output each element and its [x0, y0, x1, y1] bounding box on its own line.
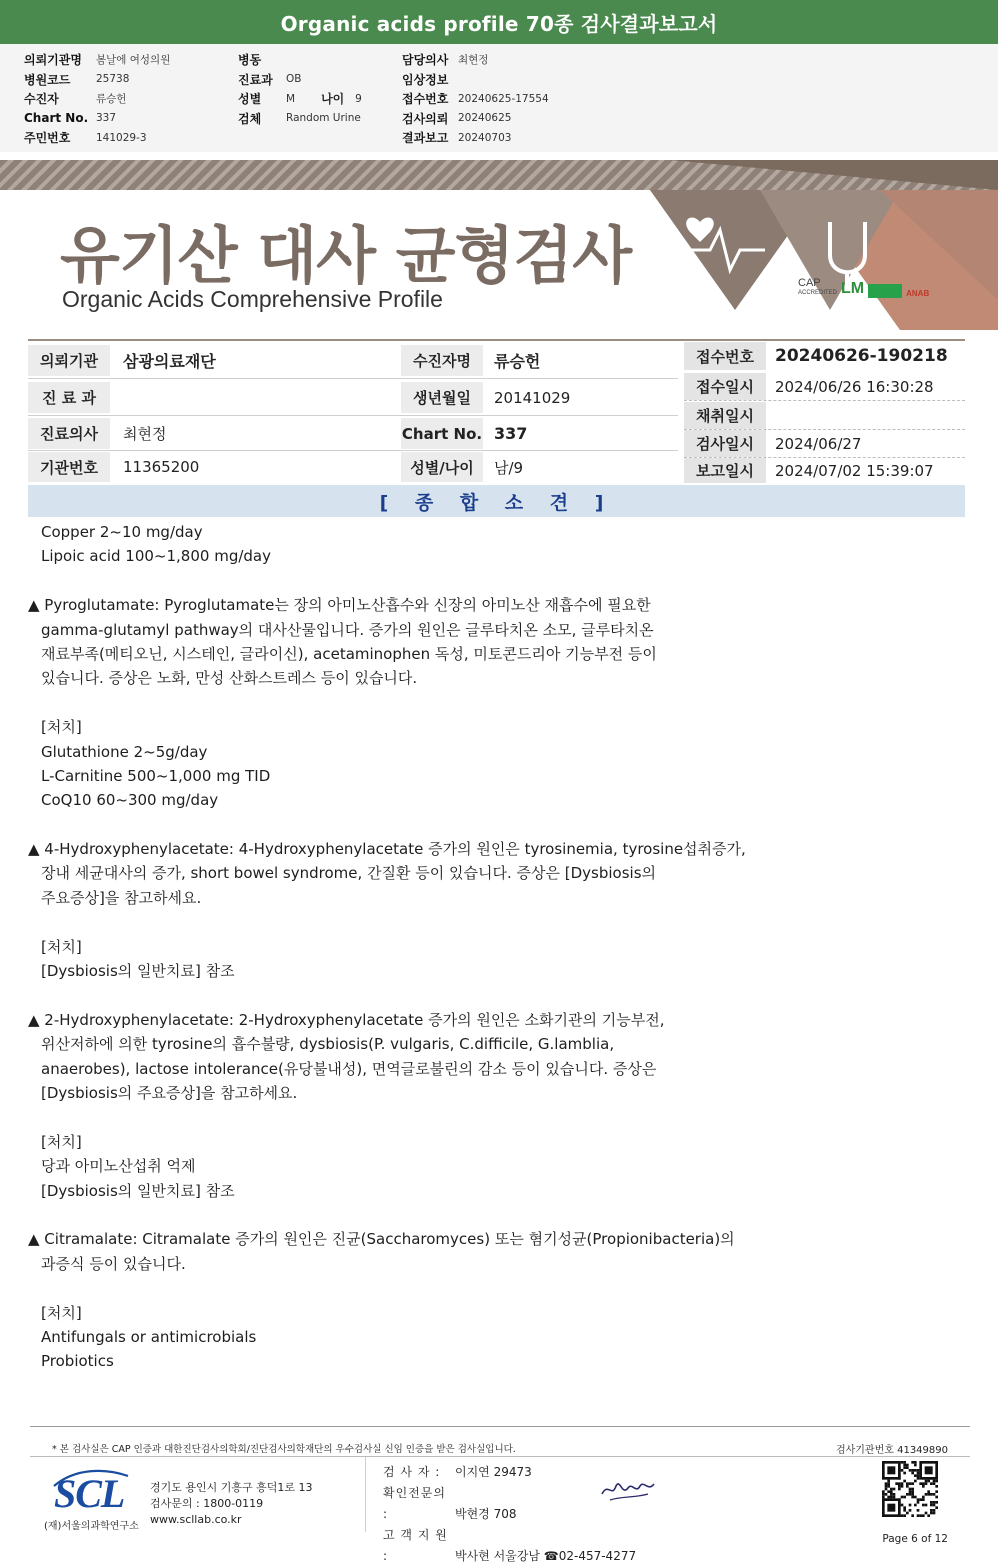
chart-label: Chart No.: [401, 418, 483, 449]
dept-value: [115, 382, 395, 413]
report-date-value: 2024/07/02 15:39:07: [775, 461, 934, 480]
meta-row: 검사의뢰 20240625: [402, 111, 512, 126]
summary-heading: [ 종 합 소 견 ]: [28, 485, 965, 517]
meta-row: 검체 Random Urine: [238, 111, 361, 126]
summary-line: CoQ10 60~300 mg/day: [41, 791, 219, 810]
summary-line: 재료부족(메티오닌, 시스테인, 글라이신), acetaminophen 독성, 미토콘드리아 기능부전 등이: [41, 644, 657, 663]
reg-date-value: 2024/06/26 16:30:28: [775, 377, 934, 396]
confirm-label: 확인전문의 :: [383, 1486, 446, 1521]
summary-line: ▲ 4-Hydroxyphenylacetate: 4-Hydroxyphenylacetate 증가의 원인은 tyrosinemia, tyrosine섭취증가,: [28, 840, 746, 859]
cap-logo: CAP ACCREDITED: [798, 277, 838, 296]
meta-row: 접수번호 20240625-17554: [402, 92, 549, 107]
meta-row: 임상정보: [402, 72, 449, 87]
summary-line: Probiotics: [41, 1352, 114, 1371]
test-date-value: 2024/06/27: [775, 434, 862, 453]
age-label: 나이: [321, 92, 345, 107]
chart-value: 337: [494, 424, 528, 443]
summary-spacer: [28, 569, 965, 593]
sex-age-label: 성별/나이: [401, 452, 483, 482]
summary-spacer: [28, 1276, 965, 1300]
summary-spacer: [28, 983, 965, 1007]
summary-spacer: [28, 910, 965, 934]
lab-address: 경기도 용인시 기흥구 흥덕1로 13: [150, 1481, 313, 1494]
summary-line: [처치]: [41, 718, 82, 737]
header-graphic: [650, 160, 998, 330]
lab-code: 검사기관번호 41349890: [835, 1445, 948, 1456]
test-date-label: 검사일시: [684, 430, 766, 457]
page-number: Page 6 of 12: [882, 1533, 948, 1545]
meta-row: 수진자 류승헌: [24, 92, 127, 107]
meta-row: 성별 M 나이 9: [238, 92, 362, 107]
summary-spacer: [28, 691, 965, 715]
institution-label: 의뢰기관: [28, 345, 110, 376]
anab-logo: ANAB: [906, 289, 930, 298]
summary-line: gamma-glutamyl pathway의 대사산물입니다. 증가의 원인은 글루타치온 소모, 글루타치온: [41, 620, 654, 639]
birth-value: 20141029: [494, 388, 571, 407]
examiner-label: 검 사 자 :: [383, 1465, 441, 1479]
summary-line: 장내 세균대사의 증가, short bowel syndrome, 간질환 등이 있습니다. 증상은 [Dysbiosis의: [41, 864, 657, 883]
footer-separator: [365, 1457, 366, 1532]
reg-no-label: 접수번호: [684, 342, 766, 370]
summary-line: 당과 아미노산섭취 억제: [41, 1157, 196, 1176]
summary-line: 있습니다. 증상은 노화, 만성 산화스트레스 등이 있습니다.: [41, 669, 418, 688]
summary-body: [28, 520, 965, 1374]
meta-column-2: [238, 50, 362, 128]
summary-line: ▲ Citramalate: Citramalate 증가의 원인은 진균(Saccharomyces) 또는 혐기성균(Propionibacteria)의: [28, 1230, 735, 1249]
sex-age-value: 남/9: [494, 458, 524, 477]
report-title-korean: 유기산 대사 균형검사: [60, 219, 632, 292]
summary-spacer: [28, 1203, 965, 1227]
meta-column-1: [24, 50, 170, 148]
scl-logo: SCL: [54, 1471, 125, 1516]
institution-value: 삼광의료재단: [123, 352, 216, 371]
meta-row: 결과보고 20240703: [402, 131, 512, 146]
summary-line: Copper 2~10 mg/day: [41, 523, 203, 541]
reg-date-label: 접수일시: [684, 373, 766, 400]
summary-spacer: [28, 1105, 965, 1129]
collect-date-label: 채취일시: [684, 402, 766, 429]
support-label: 고 객 지 원 :: [383, 1528, 448, 1563]
table-divider: [28, 378, 678, 379]
table-divider: [28, 415, 678, 416]
birth-label: 생년월일: [401, 382, 483, 413]
accreditation-note: * 본 검사실은 CAP 인증과 대한진단검사의학회/진단검사의학재단의 우수검사실 신임 인증을 받은 검사실입니다.: [52, 1444, 516, 1455]
meta-row: 병동: [238, 53, 262, 68]
summary-line: [Dysbiosis의 일반치료] 참조: [41, 1181, 235, 1200]
qr-code-icon: [882, 1461, 938, 1517]
collect-date-value: [769, 402, 965, 429]
lab-address-block: [150, 1480, 313, 1528]
summary-line: [Dysbiosis의 일반치료] 참조: [41, 962, 235, 981]
examiner-value: 이지연 29473: [455, 1465, 532, 1479]
summary-line: ▲ 2-Hydroxyphenylacetate: 2-Hydroxyphenylacetate 증가의 원인은 소화기관의 기능부전,: [28, 1010, 665, 1029]
patient-info-table: [28, 339, 965, 482]
accreditation-logos: [798, 278, 929, 298]
meta-row: 병원코드 25738: [24, 72, 130, 87]
report-banner-title: Organic acids profile 70종 검사결과보고서: [0, 0, 998, 44]
report-date-label: 보고일시: [684, 458, 766, 483]
summary-line: ▲ Pyroglutamate: Pyroglutamate는 장의 아미노산흡수와 신장의 아미노산 재흡수에 필요한: [28, 596, 651, 615]
summary-line: Glutathione 2~5g/day: [41, 742, 208, 761]
meta-row: Chart No. 337: [24, 111, 117, 126]
lab-website: www.scllab.co.kr: [150, 1513, 242, 1526]
summary-line: Lipoic acid 100~1,800 mg/day: [41, 547, 271, 566]
inst-code-label: 기관번호: [28, 452, 110, 482]
report-title-english: Organic Acids Comprehensive Profile: [62, 286, 443, 312]
summary-line: anaerobes), lactose intolerance(유당불내성), 면역글로불린의 감소 등이 있습니다. 증상은: [41, 1059, 657, 1078]
summary-line: Antifungals or antimicrobials: [41, 1327, 257, 1346]
signature-image: [598, 1476, 658, 1504]
age-value: 9: [355, 92, 362, 105]
summary-line: [처치]: [41, 937, 82, 956]
support-value: 박사현 서울강남 ☎02-457-4277: [455, 1549, 637, 1563]
patient-name-value: 류승헌: [494, 352, 541, 371]
inst-code-value: 11365200: [123, 458, 200, 476]
lab-inquiry: 검사문의 : 1800-0119: [150, 1497, 264, 1510]
footer-divider: [30, 1426, 970, 1427]
meta-row: 주민번호 141029-3: [24, 131, 147, 146]
summary-line: [처치]: [41, 1303, 82, 1322]
reg-no-value: 20240626-190218: [775, 346, 948, 366]
table-divider: [684, 429, 965, 430]
lm-logo: LM: [841, 280, 865, 297]
ola-logo: [868, 284, 902, 298]
meta-row: 진료과 OB: [238, 72, 302, 87]
table-divider: [28, 450, 678, 451]
report-header: [0, 160, 998, 330]
summary-line: 과증식 등이 있습니다.: [41, 1254, 186, 1273]
meta-column-3: [402, 50, 549, 148]
summary-line: [처치]: [41, 1132, 82, 1151]
lab-org-name: (재)서울의과학연구소: [44, 1521, 139, 1532]
dept-label: 진 료 과: [28, 382, 110, 413]
table-divider: [684, 457, 965, 458]
table-divider: [684, 400, 965, 401]
summary-line: 주요증상]을 참고하세요.: [41, 888, 202, 907]
doctor-value: 최현정: [123, 425, 167, 443]
meta-row: 담당의사 최현정: [402, 53, 489, 68]
summary-line: [Dysbiosis의 주요증상]을 참고하세요.: [41, 1083, 298, 1102]
doctor-label: 진료의사: [28, 418, 110, 449]
summary-spacer: [28, 813, 965, 837]
order-meta-panel: [0, 44, 998, 152]
meta-row: 의뢰기관명 봄날에 여성의원: [24, 53, 171, 68]
summary-line: L-Carnitine 500~1,000 mg TID: [41, 766, 271, 785]
summary-line: 위산저하에 의한 tyrosine의 흡수불량, dysbiosis(P. vulgaris, C.difficile, G.lamblia,: [41, 1035, 615, 1054]
patient-name-label: 수진자명: [401, 345, 483, 376]
confirm-value: 박현경 708: [455, 1507, 517, 1521]
